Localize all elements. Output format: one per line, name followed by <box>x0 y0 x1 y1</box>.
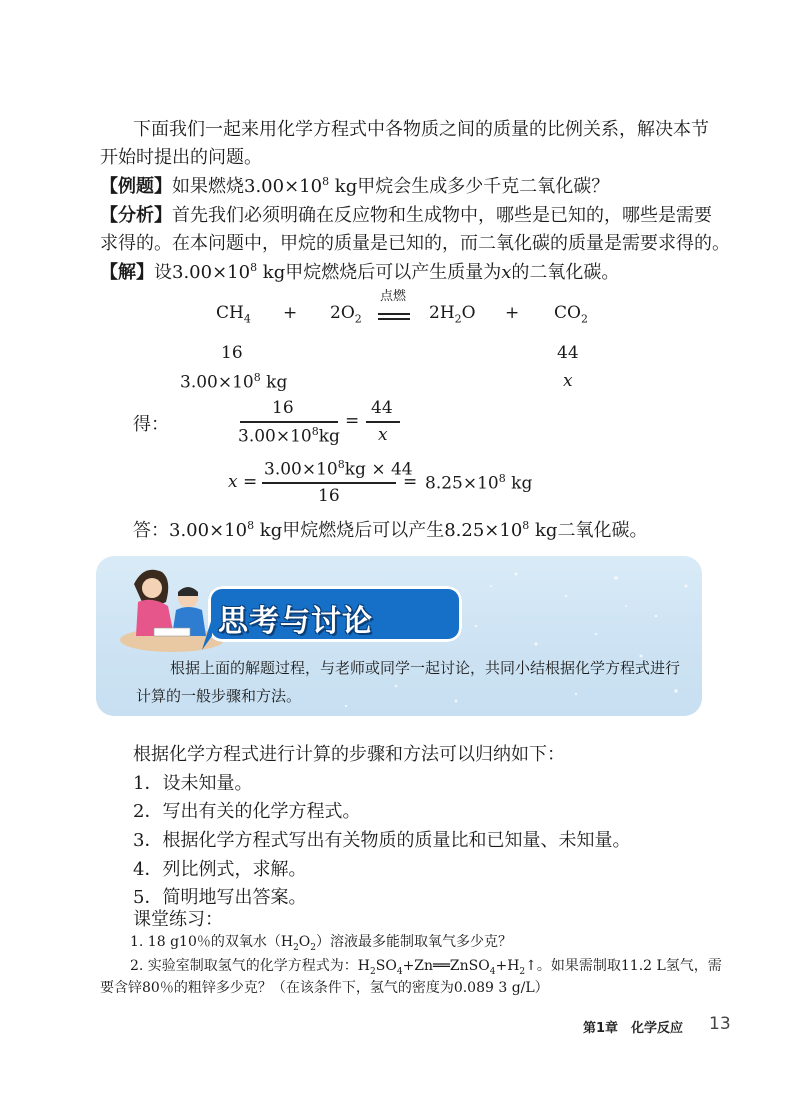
step-item-1: 1．设未知量。 <box>133 773 253 794</box>
mass-ch4: $3.00\times 10^8$ kg <box>180 371 288 393</box>
exercise-title: 课堂练习： <box>133 909 223 930</box>
plus-sign-2: + <box>505 303 520 323</box>
formula-co2: $CO_2$ <box>554 303 588 326</box>
mass-co2-unknown: x <box>563 371 573 391</box>
solution-text-mid: kg甲烷燃烧后可以产生质量为 <box>257 262 502 283</box>
solution-text-post: 的二氧化碳。 <box>511 262 620 283</box>
formula-h2o: $2H_2O$ <box>429 303 476 326</box>
prop-right-num: 44 <box>371 398 393 418</box>
answer-line: 答：$3.00\times 10^8$ kg甲烷燃烧后可以产生$8.25\times 10^8$ kg二氧化碳。 <box>133 519 648 541</box>
solution-line <box>100 258 619 284</box>
de-label: 得： <box>133 414 169 435</box>
calc-equals-2: = <box>403 472 418 492</box>
example-label: 【例题】 <box>100 176 172 197</box>
solution-var: x <box>501 262 512 283</box>
calc-fraction-line <box>262 482 396 484</box>
prop-equals: = <box>345 411 360 431</box>
equals-bar-bottom <box>378 318 410 320</box>
footer-chapter: 第1章 化学反应 <box>583 1021 684 1036</box>
solution-text-pre: 设3.00×10 <box>154 262 251 283</box>
analysis-line-1 <box>100 201 712 227</box>
exercise-q2-line-1: 2. 实验室制取氢气的化学方程式为：$H_2SO_4+Zn══ZnSO_4+H_2↑$。如果需制取11.2 L氢气，需 <box>130 958 722 977</box>
intro-line-1: 下面我们一起来用化学方程式中各物质之间的质量的比例关系，解决本节 <box>133 119 709 140</box>
prop-right-den: x <box>378 425 388 445</box>
equals-bar-top <box>378 313 410 315</box>
discussion-box <box>96 556 702 716</box>
discussion-line-2: 计算的一般步骤和方法。 <box>136 687 302 705</box>
reaction-condition: 点燃 <box>380 289 407 304</box>
analysis-line-2: 求得的。在本问题中，甲烷的质量是已知的，而二氧化碳的质量是需要求得的。 <box>100 233 730 254</box>
calc-result: $8.25\times 10^8$ kg <box>425 472 533 494</box>
solution-label: 【解】 <box>100 262 154 283</box>
prop-left-den: $3.00\times 10^8kg$ <box>238 425 340 447</box>
formula-o2: $2O_2$ <box>330 303 362 326</box>
example-question <box>100 172 609 198</box>
solution-exp: 8 <box>250 261 258 274</box>
exercise-q1: 1. 18 g10％的双氧水$(H_2O_2)$溶液最多能制取氧气多少克？ <box>130 934 513 953</box>
discussion-line-1: 根据上面的解题过程，与老师或同学一起讨论，共同小结根据化学方程式进行 <box>170 659 681 677</box>
prop-left-line <box>240 421 338 423</box>
analysis-text-1: 首先我们必须明确在反应物和生成物中，哪些是已知的，哪些是需要 <box>172 205 712 226</box>
step-item-5: 5．简明地写出答案。 <box>133 887 307 908</box>
discussion-title: 思考与讨论 <box>218 604 373 639</box>
ratio-co2: 44 <box>557 343 579 363</box>
step-item-3: 3．根据化学方程式写出有关物质的质量比和已知量、未知量。 <box>133 830 631 851</box>
analysis-label: 【分析】 <box>100 205 172 226</box>
calc-x: x <box>228 472 238 492</box>
calc-numerator: $3.00\times 10^8kg \times 44$ <box>264 458 413 480</box>
example-exp: 8 <box>322 175 330 188</box>
exercise-q2-line-2: 要含锌80％的粗锌多少克？（在该条件下，氢气的密度为0.089 3 g/L） <box>100 980 549 996</box>
example-text-pre: 如果燃烧3.00×10 <box>172 176 323 197</box>
banner-tail <box>172 614 212 654</box>
calc-equals-1: = <box>243 472 258 492</box>
example-text-post: kg甲烷会生成多少千克二氧化碳？ <box>329 176 610 197</box>
ratio-ch4: 16 <box>221 343 243 363</box>
steps-intro: 根据化学方程式进行计算的步骤和方法可以归纳如下： <box>133 744 565 765</box>
prop-right-line <box>366 421 400 423</box>
formula-ch4: $CH_4$ <box>216 303 251 326</box>
prop-left-num: 16 <box>272 398 294 418</box>
step-item-4: 4．列比例式，求解。 <box>133 859 307 880</box>
plus-sign-1: + <box>283 303 298 323</box>
calc-denominator: 16 <box>318 486 340 506</box>
intro-line-2: 开始时提出的问题。 <box>100 147 262 168</box>
page-number: 13 <box>709 1014 731 1034</box>
step-item-2: 2．写出有关的化学方程式。 <box>133 801 361 822</box>
